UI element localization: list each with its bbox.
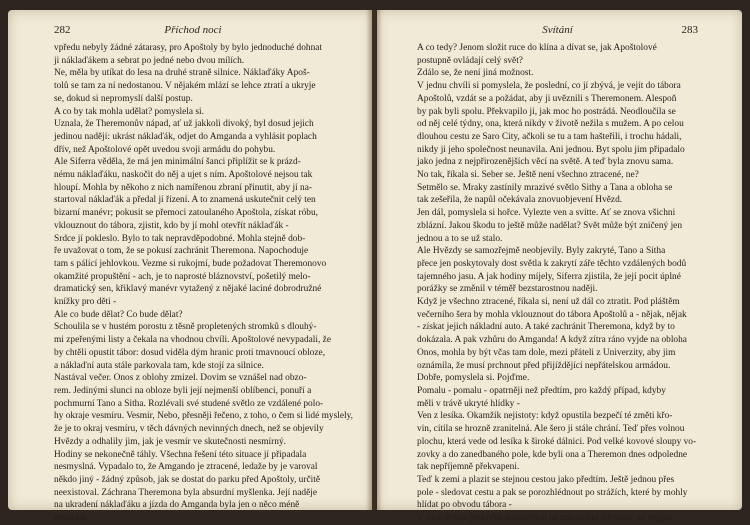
text-line: startoval náklaďák a předal jí řízení. A to znamená uskutečnit celý ten xyxy=(54,195,316,206)
right-page-text xyxy=(417,42,707,525)
text-line: Ale Hvězdy se samozřejmě neobjevily. Byly zakryté, Tano a Sitha xyxy=(417,246,666,257)
text-line: vin, cítila se hrozně zranitelná. Ale šero ji stále chrání. Teď přes volnou xyxy=(417,424,685,435)
text-line: - získat jejich nákladní auto. A také zachránit Theremona, když by to xyxy=(417,322,675,333)
text-line: plochu, která vede od lesíka k široké dálnici. Pod velké kovové sloupy vo- xyxy=(417,436,697,447)
text-line: Teď k zemi a plazit se stejnou cestou jako předtím. Ještě jednou přes xyxy=(417,474,675,485)
text-line: že je to okraj vesmíru, v těch dávných nevinných dnech, než se objevily xyxy=(54,424,324,435)
text-line: dřív, než Apoštolové opět uvedou svoji armádu do pohybu. xyxy=(54,144,276,155)
text-line: Ale Siferra věděla, že má jen minimální šanci připlížit se k prázd- xyxy=(54,157,301,168)
text-line: a náklaďní auta stále parkovala tam, kde stojí za silnice. xyxy=(54,360,264,371)
text-line: dlouhou cestu ze Saro City, ačkoli se tu a tam hašteřili, i trochu hádali, xyxy=(417,131,682,142)
text-line: přece jen poskytovaly dost světla k zakrytí záře těchto vzdálených bodů xyxy=(417,258,687,269)
text-line: Uznala, že Theremonův nápad, ať už jakkoli divoký, byl dosud jejich xyxy=(54,119,314,130)
text-line: hy okraje vesmíru. Vesmír, Nebo, přesněji řečeno, z toho, o čem si lidé myslely, xyxy=(54,411,354,422)
text-line: okamžité propuštění - ach, je to naprosté bláznovství, pošetilý melo- xyxy=(54,271,311,282)
text-line: mi zpeřenými listy a čekala na vhodnou chvíli. Apoštolové nevypadali, že xyxy=(54,335,332,346)
text-line: porážky se změnil v téměř bezstarostnou naději. xyxy=(417,284,598,295)
text-line: se, dokud si nepromyslí další postup. xyxy=(54,93,193,104)
text-line: jedinou nadějí: ukrást náklaďák, odjet do Amganda a vyhlásit poplach xyxy=(54,131,317,142)
text-line: hloupí. Mohla by někoho z nich namířenou zbraní přinutit, aby jí na- xyxy=(54,182,313,193)
text-line: Když je všechno ztracené, říkala si, není už dál co ztratit. Pod pláštěm xyxy=(417,297,680,308)
text-line: Pomalu - pomalu - opatrněji než předtím, pro každý případ, kdyby xyxy=(417,385,666,396)
text-line: tam s pálící jehlovkou. Vezme si rukojmí, bude požadovat Theremonovo xyxy=(54,258,327,269)
text-line: neexistoval. Záchrana Theremona byla absurdní myšlenka. Její naděje xyxy=(54,487,318,498)
text-line: tak nepříjemně překvapeni. xyxy=(417,462,520,473)
text-line: Ven z lesíka. Okamžik nejistoty: když opustila bezpečí té změti křo- xyxy=(417,411,673,422)
text-line: bizarní manévr; pokusit se přemoci zatoulaného Apoštola, získat róbu, xyxy=(54,208,318,219)
text-line: Jen dál, pomyslela si hořce. Vylezte ven a svítte. Ať se znova všichni xyxy=(417,208,676,219)
text-line: No tak, říkala si. Seber se. Ještě není všechno ztracené, ne? xyxy=(417,170,639,181)
text-line: Ne, měla by utíkat do lesa na druhé straně silnice. Náklaďáky Apoš- xyxy=(54,68,310,79)
left-page-header xyxy=(54,24,332,38)
text-line: dokázala. A pak vzhůru do Amganda! A když zítra ráno vyjde na obloha xyxy=(417,335,687,346)
text-line: pole - sledovat cestu a pak se porozhlédnout po strážích, které by mohly xyxy=(417,487,688,498)
text-line: rem. Jedinými slunci na obloze byli její nejmenší oblíbenci, ponuří a xyxy=(54,385,312,396)
text-line: nesmyslná. Vypadalo to, že Amgando je ztracené, ledaže by je varoval xyxy=(54,462,318,473)
left-page xyxy=(8,10,372,524)
text-line: Hvězdy a odhalily jim, jak je vesmír ve skutečnosti nesmírný. xyxy=(54,436,286,447)
text-line: absurdní. xyxy=(54,513,89,524)
text-line: hlídat po obvodu tábora - xyxy=(417,500,512,511)
text-line: někdo jiný - žádný způsob, jak se dostat do parku před Apoštoly, určitě xyxy=(54,474,321,485)
right-page-header xyxy=(417,24,698,38)
text-line: A co tedy? Jenom složit ruce do klína a dívat se, jak Apoštolové xyxy=(417,43,657,53)
text-line: Nastával večer. Onos z oblohy zmizel. Dovim se vznášel nad obzo- xyxy=(54,373,307,384)
text-line: nikdy ji jeho společnost neunavila. Ani jednou. Byt spolu jim připadalo xyxy=(417,144,685,155)
text-line: dramatický sen, křiklavý manévr vytažený z nějaké laciné dobrodružné xyxy=(54,284,322,295)
left-page-number: 282 xyxy=(54,24,71,36)
text-line: Onos, mohla by být včas tam dole, mezi přáteli z Univerzity, aby jim xyxy=(417,347,676,358)
text-line: by pak byli spolu. Překvapilo ji, jak moc ho postrádá. Neodloučila se xyxy=(417,106,676,117)
right-running-head: Svítání xyxy=(542,24,573,36)
text-line: V ruce držela jehlovku nastavenou na minimální štěrbinu, na nejpro- xyxy=(417,513,675,524)
right-page xyxy=(377,10,742,524)
text-line: na ukradení náklaďáku a jízda do Amganda byla jen o něco méně xyxy=(54,500,300,511)
text-line: tak zešeřila, že napůl očekávala znovuobjevení Hvězd. xyxy=(417,195,623,206)
text-line: tolů se tam za ní nedostanou. V nějakém mlází se lehce ztratí a ukryje xyxy=(54,81,316,92)
text-line: Schoulila se v hustém porostu z těsně propletených stromků s dlouhý- xyxy=(54,322,317,333)
text-line: V jednu chvíli si pomyslela, že poslední, co jí zbývá, je vejít do tábora xyxy=(417,81,681,92)
right-page-number: 283 xyxy=(681,24,698,36)
text-line: A co by tak mohla udělat? pomyslela si. xyxy=(54,106,204,117)
text-line: Setmělo se. Mraky zastínily mrazivé světlo Sithy a Tana a obloha se xyxy=(417,182,673,193)
text-line: knížky pro děti - xyxy=(54,297,117,308)
text-line: Apoštolů, vzdát se a požádat, aby ji uvěznili s Theremonem. Alespoň xyxy=(417,93,677,104)
text-line: ji náklaďákem a sebrat po jedné nebo dvou mílích. xyxy=(54,55,245,66)
left-running-head: Příchod noci xyxy=(164,24,222,36)
text-line: zovky a do zanedbaného pole, kde byli ona a Theremon dnes odpoledne xyxy=(417,449,688,460)
text-line: Hodiny se nekonečně táhly. Všechna řešení této situace jí připadala xyxy=(54,449,307,460)
book-gutter xyxy=(366,10,382,510)
text-line: Srdce jí pokleslo. Bylo to tak nepravděpodobné. Mohla stejně dob- xyxy=(54,233,306,244)
text-line: vklouznout do tábora, zjistit, kdo by jí mohl otevřít náklaďák - xyxy=(54,220,289,231)
text-line: oznámila, že musí prchnout před přijíždějící nepřátelskou armádou. xyxy=(417,360,671,371)
text-line: pochmurní Tano a Sitha. Rozlévali své studené světlo ze vzdálené polo- xyxy=(54,398,324,409)
text-line: večerního šera by mohla vklouznout do tábora Apoštolů a - nějak, nějak xyxy=(417,309,687,320)
text-line: ře uvažovat o tom, že se pokusí zachránit Theremona. Napochoduje xyxy=(54,246,309,257)
text-line: měli v trávě ukryté hlídky - xyxy=(417,398,520,409)
text-line: Ale co bude dělat? Co bude dělat? xyxy=(54,309,183,320)
text-line: jako jedna z nejpřirozenějších věcí na světě. A teď byla znovu sama. xyxy=(417,157,674,168)
left-page-text xyxy=(54,42,354,525)
text-line: jednou a to se už stalo. xyxy=(417,233,503,244)
text-line: Zdálo se, že není jiná možnost. xyxy=(417,68,534,79)
text-line: Dobře, pomyslela si. Pojďme. xyxy=(417,373,530,384)
text-line: vpředu nebyly žádné zátarasy, pro Apoštoly by bylo jednoduché dohnat xyxy=(54,43,323,53)
text-line: tajemného jasu. A jak hodiny míjely, Siferra zjistila, že její pocit úplné xyxy=(417,271,681,282)
text-line: by chtěli opustit tábor: dosud viděla dým hranic proti tmavnoucí obloze, xyxy=(54,347,326,358)
text-line: od něj celé týdny, ona, která nikdy v životě nežila s mužem. A po celou xyxy=(417,119,684,130)
text-line: postupně ovládají celý svět? xyxy=(417,55,523,66)
text-line: nému náklaďáku, naskočit do něj a ujet s ním. Apoštolové nejsou tak xyxy=(54,170,313,181)
text-line: zblázní. Jakou škodu to ještě může nadělat? Svět může být zničený jen xyxy=(417,220,683,231)
